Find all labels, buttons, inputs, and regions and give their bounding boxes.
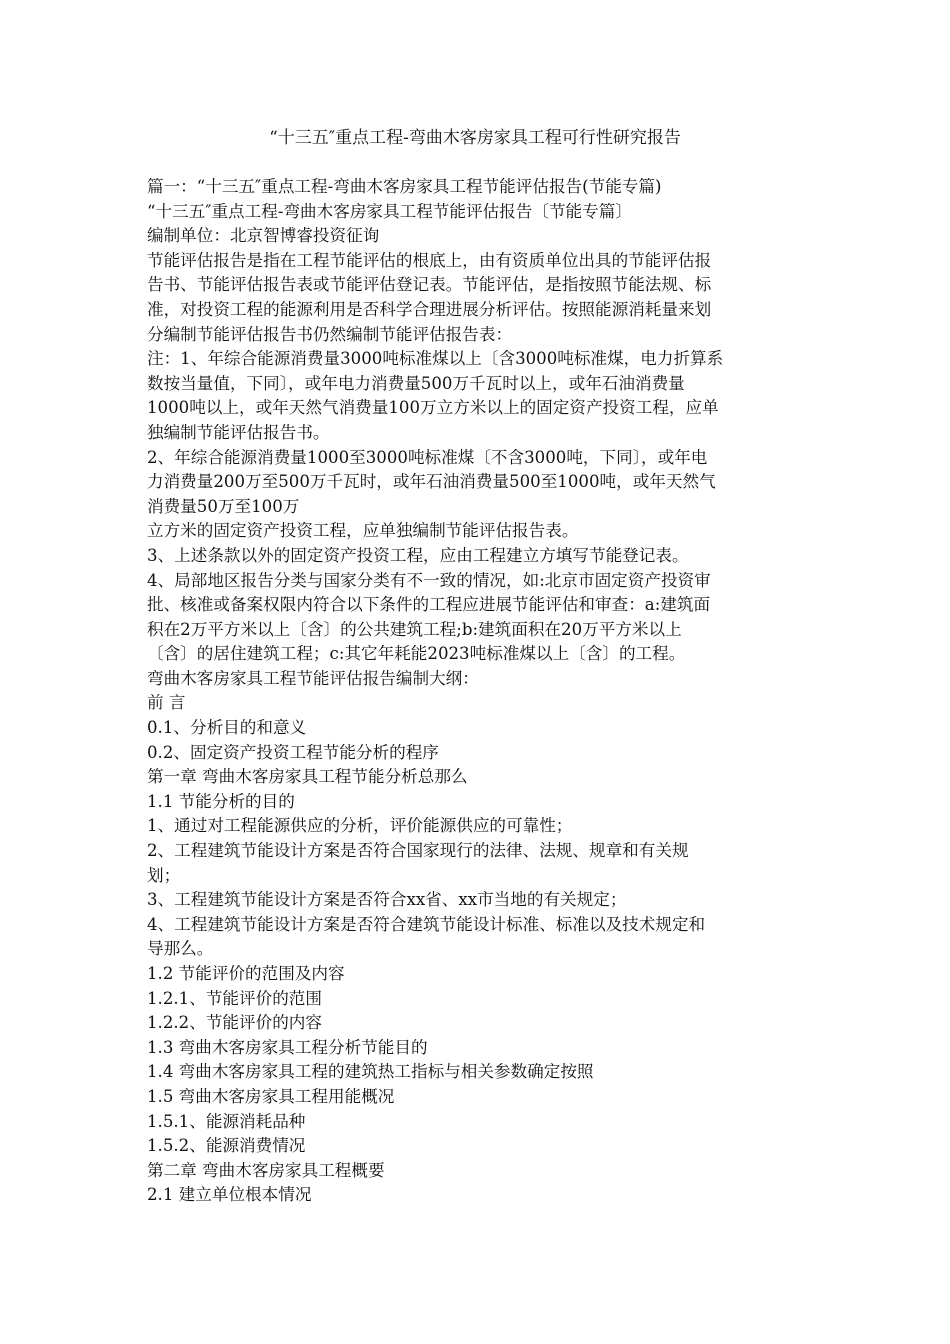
text-line: 3、工程建筑节能设计方案是否符合xx省、xx市当地的有关规定； — [147, 890, 627, 910]
text-line: 1000吨以上，或年天然气消费量100万立方米以上的固定资产投资工程，应单 — [147, 398, 719, 418]
document-title: “十三五″重点工程-弯曲木客房家具工程可行性研究报告 — [269, 128, 681, 148]
text-line: 划； — [147, 865, 181, 885]
text-line: 分编制节能评估报告书仍然编制节能评估报告表： — [147, 324, 513, 344]
document-body — [147, 175, 807, 1208]
text-line: 2.1 建立单位根本情况 — [147, 1185, 312, 1205]
text-line: 1.3 弯曲木客房家具工程分析节能目的 — [147, 1037, 428, 1057]
text-line: 告书、节能评估报告表或节能评估登记表。节能评估，是指按照节能法规、标 — [147, 275, 712, 295]
text-line: 批、核准或备案权限内符合以下条件的工程应进展节能评估和审查：a:建筑面 — [147, 595, 711, 615]
text-line: 力消费量200万至500万千瓦时，或年石油消费量500至1000吨，或年天然气 — [147, 472, 716, 492]
text-line: 1.4 弯曲木客房家具工程的建筑热工指标与相关参数确定按照 — [147, 1062, 594, 1082]
text-line: 前 言 — [147, 693, 186, 713]
text-line: 弯曲木客房家具工程节能评估报告编制大纲： — [147, 668, 479, 688]
text-line: 导那么。 — [147, 939, 214, 959]
text-line: 1.2.1、节能评价的范围 — [147, 988, 322, 1008]
text-line: 3、上述条款以外的固定资产投资工程，应由工程建立方填写节能登记表。 — [147, 545, 689, 565]
text-line: 1.5.2、能源消费情况 — [147, 1136, 306, 1156]
text-line: 积在2万平方米以上〔含〕的公共建筑工程;b:建筑面积在20万平方米以上 — [147, 619, 682, 639]
text-line: 1、通过对工程能源供应的分析，评价能源供应的可靠性； — [147, 816, 573, 836]
text-line: 准，对投资工程的能源利用是否科学合理进展分析评估。按照能源消耗量来划 — [147, 299, 712, 319]
text-line: 0.2、固定资产投资工程节能分析的程序 — [147, 742, 439, 762]
text-line: 4、工程建筑节能设计方案是否符合建筑节能设计标准、标准以及技术规定和 — [147, 914, 706, 934]
text-line: 1.5.1、能源消耗品种 — [147, 1111, 306, 1131]
text-line: 1.5 弯曲木客房家具工程用能概况 — [147, 1086, 395, 1106]
text-line: 1.1 节能分析的目的 — [147, 791, 295, 811]
text-line: 4、局部地区报告分类与国家分类有不一致的情况，如:北京市固定资产投资审 — [147, 570, 711, 590]
text-line: 节能评估报告是指在工程节能评估的根底上，由有资质单位出具的节能评估报 — [147, 250, 712, 270]
text-line: 数按当量值，下同〕，或年电力消费量500万千瓦时以上，或年石油消费量 — [147, 373, 685, 393]
text-line: 1.2.2、节能评价的内容 — [147, 1013, 322, 1033]
text-line: 〔含〕的居住建筑工程；c:其它年耗能2023吨标准煤以上〔含〕的工程。 — [147, 644, 686, 664]
text-line: 立方米的固定资产投资工程，应单独编制节能评估报告表。 — [147, 521, 579, 541]
text-line: 注：1、年综合能源消费量3000吨标准煤以上〔含3000吨标准煤，电力折算系 — [147, 349, 724, 369]
text-line: 1.2 节能评价的范围及内容 — [147, 964, 345, 983]
text-line: 第一章 弯曲木客房家具工程节能分析总那么 — [147, 767, 468, 787]
text-line: 篇一：“十三五″重点工程-弯曲木客房家具工程节能评估报告(节能专篇) — [147, 177, 662, 196]
text-line: “十三五″重点工程-弯曲木客房家具工程节能评估报告〔节能专篇〕 — [147, 201, 632, 221]
text-line: 编制单位：北京智博睿投资征询 — [147, 226, 380, 246]
text-line: 2、工程建筑节能设计方案是否符合国家现行的法律、法规、规章和有关规 — [147, 841, 689, 861]
text-line: 消费量50万至100万 — [147, 496, 300, 516]
text-line: 0.1、分析目的和意义 — [147, 718, 307, 738]
text-line: 独编制节能评估报告书。 — [147, 422, 330, 442]
text-line: 2、年综合能源消费量1000至3000吨标准煤〔不含3000吨，下同〕，或年电 — [147, 447, 708, 467]
text-line: 第二章 弯曲木客房家具工程概要 — [147, 1160, 385, 1180]
